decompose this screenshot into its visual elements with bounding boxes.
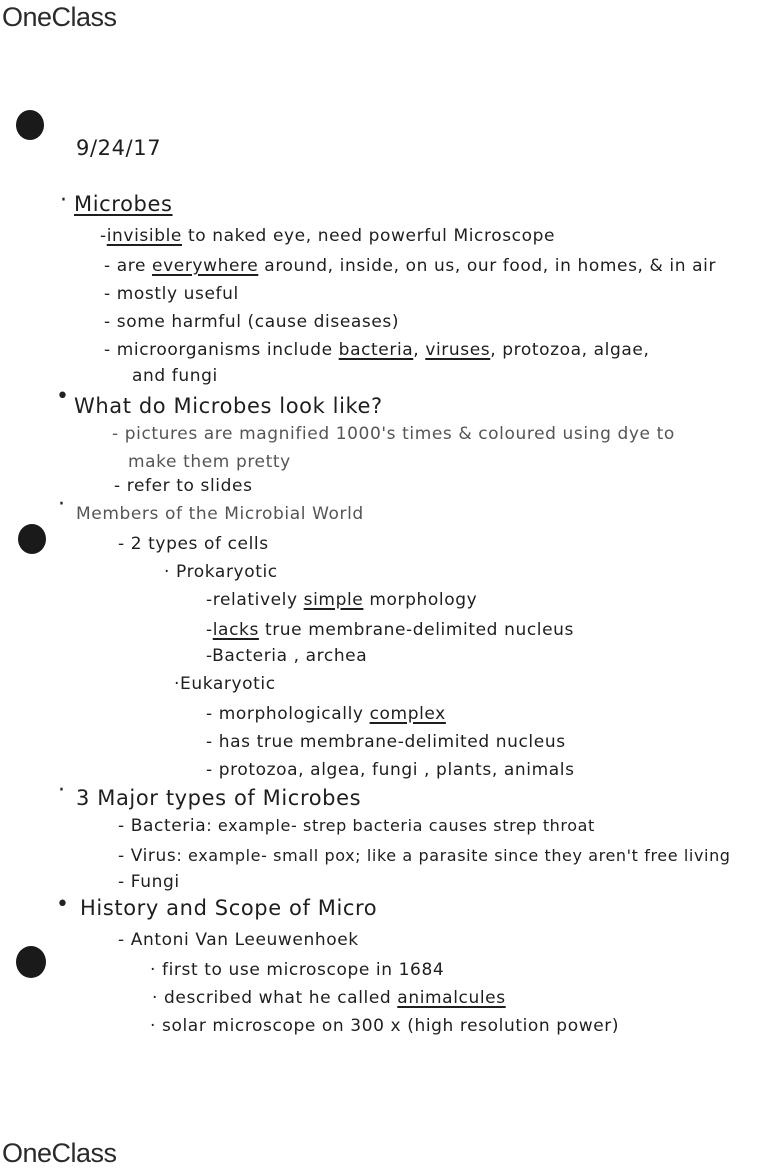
note-line: · first to use microscope in 1684 bbox=[150, 960, 445, 980]
heading-members: Members of the Microbial World bbox=[76, 504, 364, 524]
note-line: -invisible to naked eye, need powerful Microscope bbox=[100, 226, 556, 246]
note-line: - morphologically complex bbox=[206, 704, 446, 724]
heading-history: History and Scope of Micro bbox=[80, 896, 378, 920]
note-line: - Antoni Van Leeuwenhoek bbox=[118, 930, 359, 950]
note-date: 9/24/17 bbox=[76, 136, 162, 160]
note-line: ·Eukaryotic bbox=[174, 674, 276, 694]
note-line: - mostly useful bbox=[104, 284, 239, 304]
note-line: -Bacteria , archea bbox=[206, 646, 368, 666]
note-line: - refer to slides bbox=[114, 476, 253, 496]
note-line: · Prokaryotic bbox=[164, 562, 278, 582]
oneclass-logo-bottom: OneClass bbox=[2, 1138, 117, 1168]
note-line: · described what he called animalcules bbox=[152, 988, 506, 1008]
note-line: - Bacteria: example- strep bacteria causes strep throat bbox=[118, 816, 595, 836]
note-line: - are everywhere around, inside, on us, our food, in homes, & in air bbox=[104, 256, 717, 276]
note-line: and fungi bbox=[132, 366, 218, 386]
heading-major-types: 3 Major types of Microbes bbox=[76, 786, 362, 810]
heading-look: What do Microbes look like? bbox=[74, 394, 383, 418]
note-line: - pictures are magnified 1000's times & coloured using dye to bbox=[112, 424, 675, 444]
heading-microbes: Microbes bbox=[74, 192, 173, 216]
note-line: - microorganisms include bacteria, viruses, protozoa, algae, bbox=[104, 340, 650, 360]
bullet-dot: · bbox=[58, 492, 65, 517]
note-line: - some harmful (cause diseases) bbox=[104, 312, 400, 332]
binder-hole-top bbox=[16, 110, 44, 140]
note-line: - has true membrane-delimited nucleus bbox=[206, 732, 566, 752]
note-line: make them pretty bbox=[128, 452, 291, 472]
note-line: - Fungi bbox=[118, 872, 180, 892]
binder-hole-bottom bbox=[16, 946, 46, 978]
note-line: - protozoa, algea, fungi , plants, animals bbox=[206, 760, 575, 780]
note-line: -lacks true membrane-delimited nucleus bbox=[206, 620, 574, 640]
note-line: · solar microscope on 300 x (high resolution power) bbox=[150, 1016, 620, 1036]
bullet-dot: · bbox=[60, 188, 67, 213]
bullet-dot: · bbox=[58, 778, 65, 803]
oneclass-logo-top: OneClass bbox=[2, 2, 117, 32]
binder-hole-middle bbox=[18, 524, 46, 554]
bullet-dot: • bbox=[56, 384, 69, 409]
note-line: - Virus: example- small pox; like a parasite since they aren't free living bbox=[118, 846, 731, 866]
note-line: -relatively simple morphology bbox=[206, 590, 478, 610]
note-line: - 2 types of cells bbox=[118, 534, 269, 554]
bullet-dot: • bbox=[56, 892, 69, 917]
